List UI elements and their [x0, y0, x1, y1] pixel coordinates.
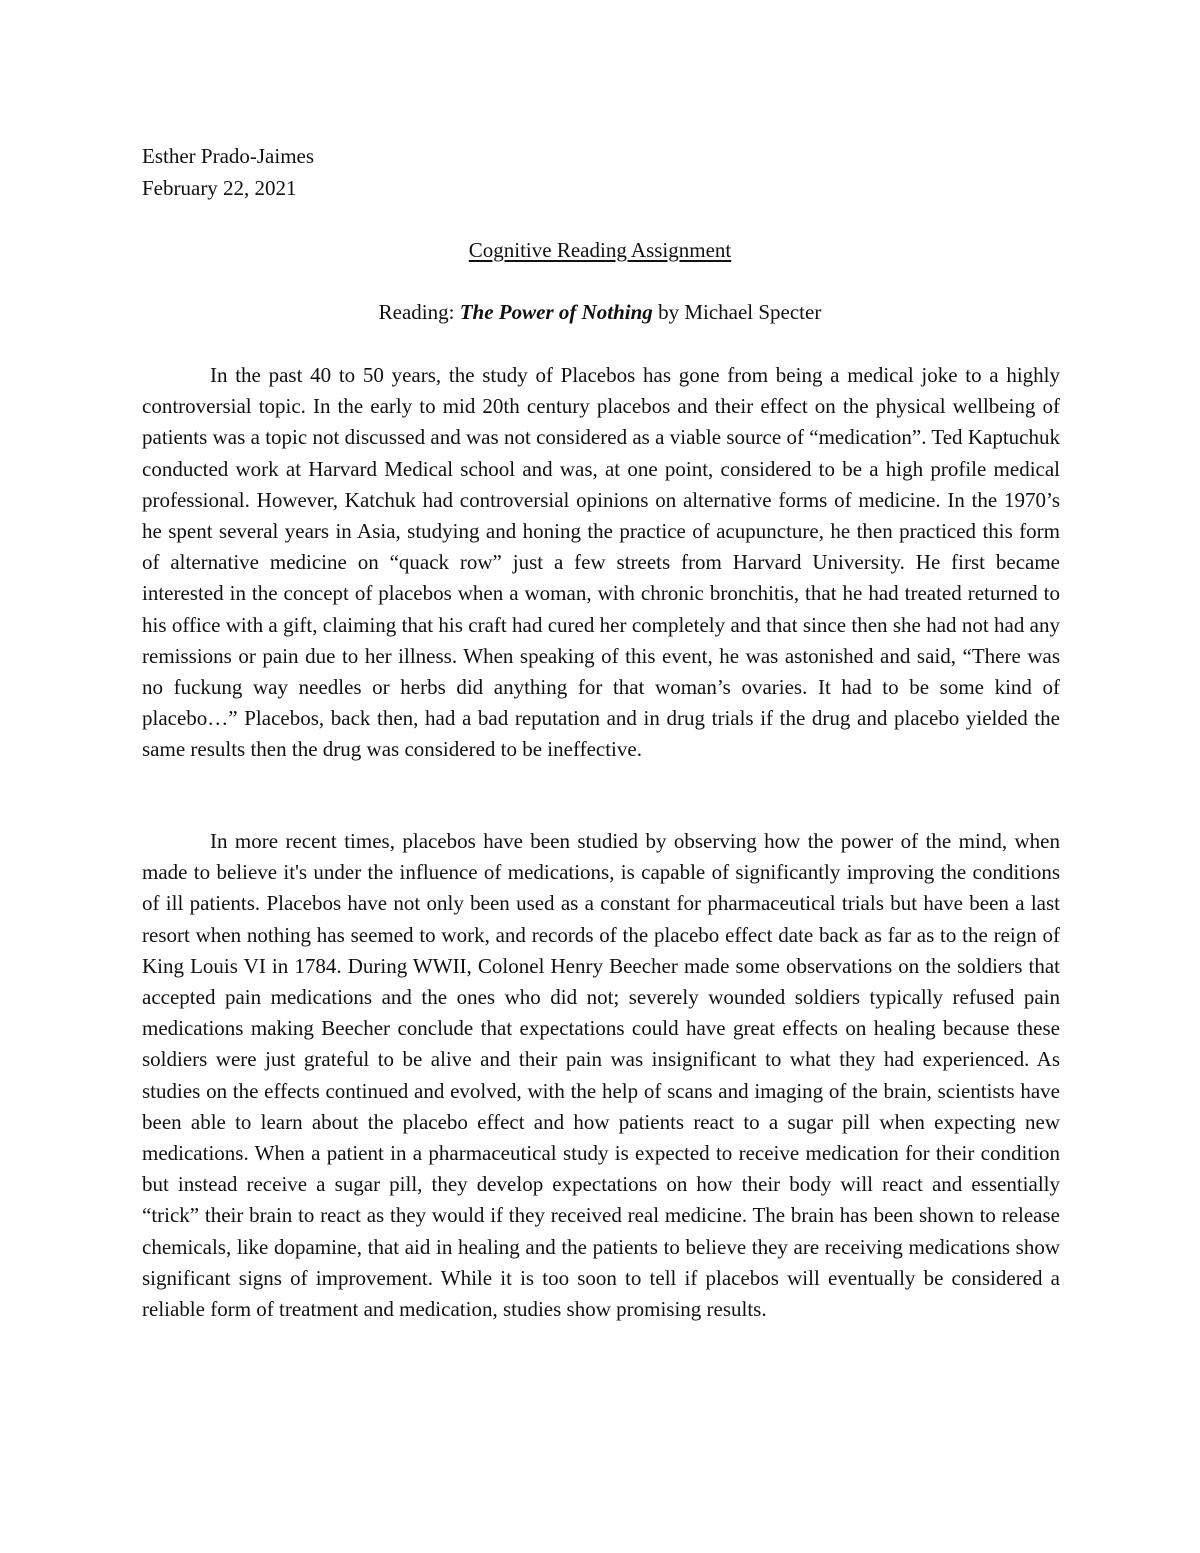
body-paragraph-1: In the past 40 to 50 years, the study of Placebos has gone from being a medical joke to a highly controversial topic. In the early to mid 20th century placebos and their effect on the physical wellbeing of patients was a topic not discussed and was not considered as a viable source of “medication”. Ted Kaptuchuk conducted work at Harvard Medical school and was, at one point, considered to be a high profile medical professional. However, Katchuk had controversial opinions on alternative forms of medicine. In the 1970’s he spent several years in Asia, studying and honing the practice of acupuncture, he then practiced this form of alternative medicine on “quack row” just a few streets from Harvard University. He first became interested in the concept of placebos when a woman, with chronic bronchitis, that he had treated returned to his office with a gift, claiming that his craft had cured her completely and that since then she had not had any remissions or pain due to her illness. When speaking of this event, he was astonished and said, “There was no fuckung way needles or herbs did anything for that woman’s ovaries. It had to be some kind of placebo…” Placebos, back then, had a bad reputation and in drug trials if the drug and placebo yielded the same results then the drug was considered to be ineffective. — [142, 363, 1060, 762]
body-paragraph-2: In more recent times, placebos have been studied by observing how the power of the mind, when made to believe it's under the influence of medications, is capable of significantly improving the conditions of ill patients. Placebos have not only been used as a constant for pharmaceutical trials but have been a last resort when nothing has seemed to work, and records of the placebo effect date back as far as to the reign of King Louis VI in 1784. During WWII, Colonel Henry Beecher made some observations on the soldiers that accepted pain medications and the ones who did not; severely wounded soldiers typically refused pain medications making Beecher conclude that expectations could have great effects on healing because these soldiers were just grateful to be alive and their pain was insignificant to what they had experienced. As studies on the effects continued and evolved, with the help of scans and imaging of the brain, scientists have been able to learn about the placebo effect and how patients react to a sugar pill when expecting new medications. When a patient in a pharmaceutical study is expected to receive medication for their condition but instead receive a sugar pill, they develop expectations on how their body will react and essentially “trick” their brain to react as they would if they received real medicine. The brain has been shown to release chemicals, like dopamine, that aid in healing and the patients to believe they are receiving medications show significant signs of improvement. While it is too soon to tell if placebos will eventually be considered a reliable form of treatment and medication, studies show promising results. — [142, 829, 1060, 1322]
author-name: Esther Prado-Jaimes — [142, 144, 315, 168]
assignment-title: Cognitive Reading Assignment — [468, 238, 732, 262]
reading-line — [0, 297, 1200, 328]
document-date: February 22, 2021 — [142, 176, 297, 200]
reading-suffix: by Michael Specter — [652, 300, 822, 324]
reading-prefix: Reading: — [378, 300, 460, 324]
reading-work-title: The Power of Nothing — [459, 300, 653, 324]
